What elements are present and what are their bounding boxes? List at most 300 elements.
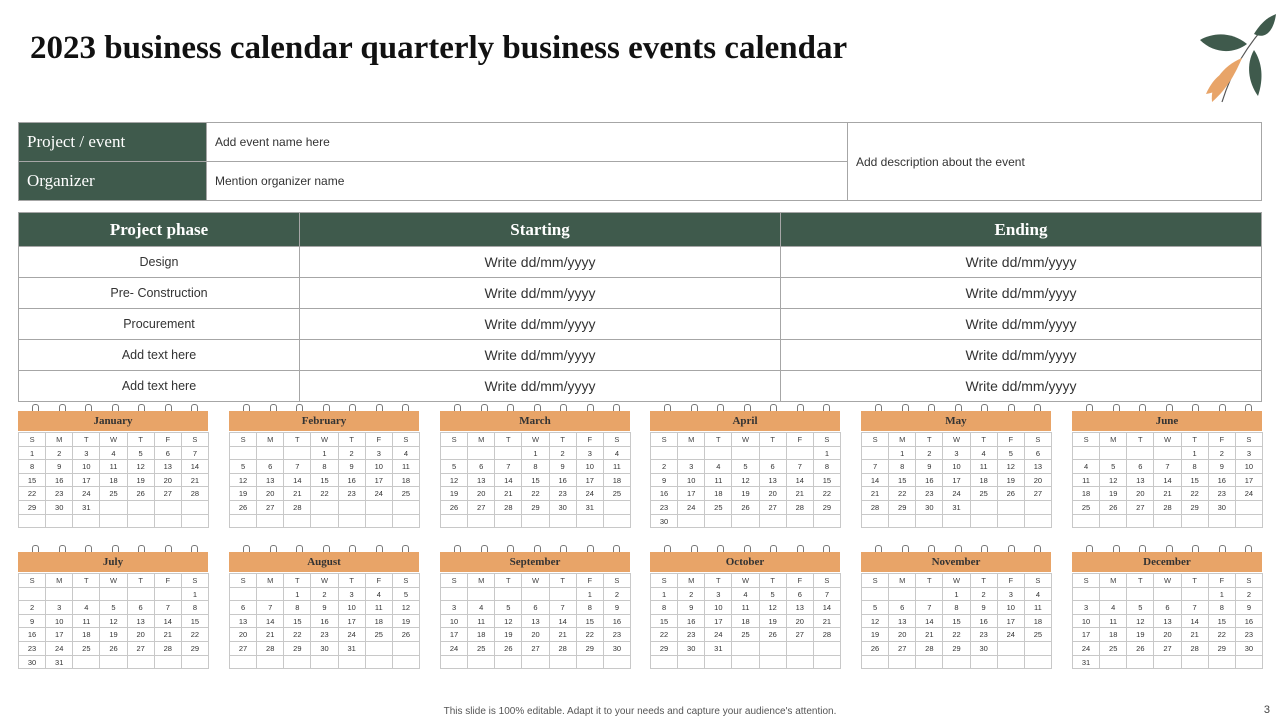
day-cell[interactable] (522, 656, 549, 670)
day-cell[interactable]: 14 (814, 601, 841, 615)
day-cell[interactable]: 22 (311, 487, 338, 501)
day-cell[interactable]: 5 (100, 601, 127, 615)
end-date-cell[interactable]: Write dd/mm/yyyy (781, 340, 1262, 371)
day-cell[interactable]: 5 (1127, 601, 1154, 615)
day-cell[interactable]: 17 (73, 474, 100, 488)
day-cell[interactable] (1154, 515, 1181, 529)
day-cell[interactable]: 16 (1236, 615, 1263, 629)
day-cell[interactable] (1127, 588, 1154, 602)
day-cell[interactable] (678, 447, 705, 461)
day-cell[interactable]: 27 (1154, 642, 1181, 656)
day-cell[interactable]: 21 (495, 487, 522, 501)
day-cell[interactable]: 18 (1073, 487, 1100, 501)
day-cell[interactable]: 1 (182, 588, 209, 602)
day-cell[interactable] (182, 656, 209, 670)
day-cell[interactable]: 29 (943, 642, 970, 656)
day-cell[interactable] (971, 656, 998, 670)
day-cell[interactable]: 22 (1209, 628, 1236, 642)
day-cell[interactable]: 15 (1209, 615, 1236, 629)
day-cell[interactable]: 7 (916, 601, 943, 615)
day-cell[interactable]: 18 (971, 474, 998, 488)
day-cell[interactable] (814, 656, 841, 670)
day-cell[interactable]: 22 (889, 487, 916, 501)
day-cell[interactable]: 24 (1236, 487, 1263, 501)
day-cell[interactable]: 7 (1154, 460, 1181, 474)
day-cell[interactable]: 28 (787, 501, 814, 515)
day-cell[interactable]: 9 (971, 601, 998, 615)
day-cell[interactable]: 6 (760, 460, 787, 474)
day-cell[interactable] (182, 501, 209, 515)
day-cell[interactable]: 30 (46, 501, 73, 515)
day-cell[interactable]: 7 (862, 460, 889, 474)
day-cell[interactable] (522, 588, 549, 602)
day-cell[interactable]: 19 (1127, 628, 1154, 642)
day-cell[interactable]: 15 (182, 615, 209, 629)
day-cell[interactable]: 7 (814, 588, 841, 602)
day-cell[interactable]: 6 (522, 601, 549, 615)
day-cell[interactable]: 13 (155, 460, 182, 474)
day-cell[interactable]: 8 (19, 460, 46, 474)
day-cell[interactable]: 22 (651, 628, 678, 642)
day-cell[interactable] (257, 656, 284, 670)
day-cell[interactable]: 26 (230, 501, 257, 515)
day-cell[interactable]: 4 (1025, 588, 1052, 602)
day-cell[interactable] (550, 656, 577, 670)
day-cell[interactable] (284, 656, 311, 670)
day-cell[interactable]: 29 (651, 642, 678, 656)
day-cell[interactable]: 12 (760, 601, 787, 615)
day-cell[interactable]: 21 (284, 487, 311, 501)
day-cell[interactable] (732, 656, 759, 670)
day-cell[interactable]: 3 (943, 447, 970, 461)
day-cell[interactable] (916, 656, 943, 670)
day-cell[interactable] (889, 588, 916, 602)
day-cell[interactable]: 7 (495, 460, 522, 474)
day-cell[interactable] (1127, 656, 1154, 670)
day-cell[interactable]: 13 (760, 474, 787, 488)
day-cell[interactable]: 19 (998, 474, 1025, 488)
day-cell[interactable]: 24 (577, 487, 604, 501)
day-cell[interactable]: 11 (705, 474, 732, 488)
day-cell[interactable]: 2 (971, 588, 998, 602)
day-cell[interactable] (916, 588, 943, 602)
day-cell[interactable]: 9 (550, 460, 577, 474)
day-cell[interactable]: 27 (230, 642, 257, 656)
day-cell[interactable]: 8 (311, 460, 338, 474)
day-cell[interactable]: 13 (1154, 615, 1181, 629)
day-cell[interactable]: 12 (1100, 474, 1127, 488)
day-cell[interactable] (393, 515, 420, 529)
day-cell[interactable]: 25 (468, 642, 495, 656)
day-cell[interactable]: 14 (495, 474, 522, 488)
day-cell[interactable]: 21 (862, 487, 889, 501)
day-cell[interactable]: 28 (495, 501, 522, 515)
day-cell[interactable]: 14 (916, 615, 943, 629)
day-cell[interactable]: 23 (339, 487, 366, 501)
day-cell[interactable]: 13 (230, 615, 257, 629)
day-cell[interactable]: 13 (787, 601, 814, 615)
day-cell[interactable] (760, 447, 787, 461)
day-cell[interactable] (468, 656, 495, 670)
day-cell[interactable]: 23 (19, 642, 46, 656)
day-cell[interactable]: 14 (284, 474, 311, 488)
day-cell[interactable]: 25 (971, 487, 998, 501)
day-cell[interactable] (732, 642, 759, 656)
day-cell[interactable]: 19 (1100, 487, 1127, 501)
day-cell[interactable]: 30 (1209, 501, 1236, 515)
start-date-cell[interactable]: Write dd/mm/yyyy (300, 278, 781, 309)
day-cell[interactable] (46, 515, 73, 529)
day-cell[interactable]: 31 (577, 501, 604, 515)
day-cell[interactable]: 19 (128, 474, 155, 488)
day-cell[interactable]: 14 (182, 460, 209, 474)
day-cell[interactable]: 16 (651, 487, 678, 501)
day-cell[interactable]: 14 (862, 474, 889, 488)
day-cell[interactable]: 27 (1127, 501, 1154, 515)
day-cell[interactable] (468, 447, 495, 461)
day-cell[interactable] (100, 656, 127, 670)
day-cell[interactable]: 30 (19, 656, 46, 670)
day-cell[interactable]: 27 (257, 501, 284, 515)
day-cell[interactable]: 21 (257, 628, 284, 642)
day-cell[interactable]: 3 (998, 588, 1025, 602)
day-cell[interactable] (155, 501, 182, 515)
day-cell[interactable] (339, 656, 366, 670)
phase-cell[interactable]: Procurement (19, 309, 300, 340)
day-cell[interactable]: 3 (577, 447, 604, 461)
day-cell[interactable]: 29 (182, 642, 209, 656)
day-cell[interactable]: 18 (393, 474, 420, 488)
day-cell[interactable] (787, 515, 814, 529)
day-cell[interactable]: 6 (889, 601, 916, 615)
day-cell[interactable]: 7 (182, 447, 209, 461)
day-cell[interactable] (46, 588, 73, 602)
day-cell[interactable]: 26 (441, 501, 468, 515)
day-cell[interactable]: 16 (339, 474, 366, 488)
day-cell[interactable]: 17 (1073, 628, 1100, 642)
day-cell[interactable]: 4 (393, 447, 420, 461)
day-cell[interactable] (284, 515, 311, 529)
day-cell[interactable]: 6 (230, 601, 257, 615)
day-cell[interactable]: 18 (705, 487, 732, 501)
day-cell[interactable] (1127, 447, 1154, 461)
day-cell[interactable]: 11 (971, 460, 998, 474)
day-cell[interactable] (1025, 642, 1052, 656)
day-cell[interactable] (1236, 515, 1263, 529)
day-cell[interactable]: 10 (441, 615, 468, 629)
day-cell[interactable] (230, 656, 257, 670)
day-cell[interactable]: 14 (1182, 615, 1209, 629)
day-cell[interactable]: 18 (100, 474, 127, 488)
day-cell[interactable]: 4 (1073, 460, 1100, 474)
day-cell[interactable]: 25 (604, 487, 631, 501)
day-cell[interactable]: 18 (366, 615, 393, 629)
day-cell[interactable]: 1 (814, 447, 841, 461)
day-cell[interactable] (651, 656, 678, 670)
day-cell[interactable]: 28 (182, 487, 209, 501)
day-cell[interactable]: 24 (705, 628, 732, 642)
day-cell[interactable]: 23 (651, 501, 678, 515)
day-cell[interactable]: 23 (971, 628, 998, 642)
day-cell[interactable]: 6 (787, 588, 814, 602)
start-date-cell[interactable]: Write dd/mm/yyyy (300, 371, 781, 402)
day-cell[interactable] (732, 515, 759, 529)
day-cell[interactable]: 31 (46, 656, 73, 670)
day-cell[interactable] (577, 656, 604, 670)
day-cell[interactable]: 15 (814, 474, 841, 488)
day-cell[interactable] (311, 656, 338, 670)
day-cell[interactable] (495, 515, 522, 529)
day-cell[interactable]: 27 (1025, 487, 1052, 501)
day-cell[interactable]: 21 (155, 628, 182, 642)
day-cell[interactable]: 18 (73, 628, 100, 642)
day-cell[interactable]: 23 (678, 628, 705, 642)
day-cell[interactable]: 15 (19, 474, 46, 488)
day-cell[interactable]: 30 (971, 642, 998, 656)
day-cell[interactable]: 30 (550, 501, 577, 515)
day-cell[interactable]: 23 (550, 487, 577, 501)
day-cell[interactable]: 15 (522, 474, 549, 488)
day-cell[interactable] (230, 447, 257, 461)
day-cell[interactable]: 31 (1073, 656, 1100, 670)
day-cell[interactable]: 3 (1236, 447, 1263, 461)
day-cell[interactable]: 3 (73, 447, 100, 461)
day-cell[interactable]: 14 (1154, 474, 1181, 488)
day-cell[interactable]: 22 (1182, 487, 1209, 501)
phase-cell[interactable]: Add text here (19, 371, 300, 402)
day-cell[interactable] (1073, 588, 1100, 602)
day-cell[interactable] (1100, 656, 1127, 670)
day-cell[interactable]: 30 (678, 642, 705, 656)
day-cell[interactable]: 28 (814, 628, 841, 642)
day-cell[interactable]: 2 (651, 460, 678, 474)
day-cell[interactable]: 8 (651, 601, 678, 615)
day-cell[interactable]: 5 (128, 447, 155, 461)
day-cell[interactable]: 8 (1182, 460, 1209, 474)
day-cell[interactable] (495, 588, 522, 602)
day-cell[interactable]: 4 (100, 447, 127, 461)
day-cell[interactable]: 4 (732, 588, 759, 602)
day-cell[interactable]: 20 (230, 628, 257, 642)
day-cell[interactable]: 22 (577, 628, 604, 642)
day-cell[interactable]: 15 (889, 474, 916, 488)
day-cell[interactable]: 31 (339, 642, 366, 656)
day-cell[interactable]: 23 (604, 628, 631, 642)
day-cell[interactable]: 1 (651, 588, 678, 602)
end-date-cell[interactable]: Write dd/mm/yyyy (781, 278, 1262, 309)
day-cell[interactable] (128, 588, 155, 602)
day-cell[interactable]: 21 (1182, 628, 1209, 642)
day-cell[interactable]: 3 (1073, 601, 1100, 615)
day-cell[interactable] (1154, 656, 1181, 670)
day-cell[interactable]: 12 (862, 615, 889, 629)
day-cell[interactable] (577, 515, 604, 529)
day-cell[interactable]: 27 (760, 501, 787, 515)
day-cell[interactable]: 17 (678, 487, 705, 501)
day-cell[interactable] (1100, 515, 1127, 529)
day-cell[interactable] (495, 447, 522, 461)
day-cell[interactable]: 7 (1182, 601, 1209, 615)
day-cell[interactable] (441, 656, 468, 670)
day-cell[interactable]: 10 (339, 601, 366, 615)
day-cell[interactable]: 2 (339, 447, 366, 461)
day-cell[interactable] (230, 588, 257, 602)
day-cell[interactable]: 12 (393, 601, 420, 615)
day-cell[interactable]: 7 (155, 601, 182, 615)
day-cell[interactable]: 29 (19, 501, 46, 515)
day-cell[interactable]: 5 (495, 601, 522, 615)
day-cell[interactable] (943, 656, 970, 670)
day-cell[interactable] (760, 515, 787, 529)
day-cell[interactable]: 26 (393, 628, 420, 642)
day-cell[interactable] (1127, 515, 1154, 529)
day-cell[interactable]: 6 (1025, 447, 1052, 461)
day-cell[interactable] (1209, 656, 1236, 670)
day-cell[interactable]: 5 (862, 601, 889, 615)
day-cell[interactable]: 24 (678, 501, 705, 515)
day-cell[interactable] (814, 515, 841, 529)
day-cell[interactable]: 4 (604, 447, 631, 461)
day-cell[interactable]: 29 (814, 501, 841, 515)
day-cell[interactable] (19, 515, 46, 529)
day-cell[interactable]: 6 (1127, 460, 1154, 474)
day-cell[interactable] (155, 515, 182, 529)
day-cell[interactable]: 25 (1100, 642, 1127, 656)
phase-cell[interactable]: Design (19, 247, 300, 278)
day-cell[interactable]: 6 (468, 460, 495, 474)
organizer-name-field[interactable]: Mention organizer name (207, 162, 848, 201)
day-cell[interactable]: 20 (760, 487, 787, 501)
day-cell[interactable]: 14 (550, 615, 577, 629)
day-cell[interactable] (998, 656, 1025, 670)
day-cell[interactable]: 18 (732, 615, 759, 629)
day-cell[interactable] (100, 515, 127, 529)
day-cell[interactable]: 15 (943, 615, 970, 629)
day-cell[interactable]: 1 (522, 447, 549, 461)
day-cell[interactable]: 30 (651, 515, 678, 529)
day-cell[interactable]: 13 (257, 474, 284, 488)
day-cell[interactable]: 1 (577, 588, 604, 602)
event-description-field[interactable]: Add description about the event (848, 123, 1262, 201)
day-cell[interactable] (787, 447, 814, 461)
day-cell[interactable] (257, 515, 284, 529)
day-cell[interactable]: 9 (311, 601, 338, 615)
day-cell[interactable]: 28 (916, 642, 943, 656)
day-cell[interactable]: 24 (441, 642, 468, 656)
day-cell[interactable]: 12 (732, 474, 759, 488)
day-cell[interactable] (1073, 447, 1100, 461)
day-cell[interactable] (862, 656, 889, 670)
end-date-cell[interactable]: Write dd/mm/yyyy (781, 309, 1262, 340)
day-cell[interactable]: 23 (916, 487, 943, 501)
day-cell[interactable]: 2 (604, 588, 631, 602)
day-cell[interactable] (366, 501, 393, 515)
day-cell[interactable]: 23 (1236, 628, 1263, 642)
start-date-cell[interactable]: Write dd/mm/yyyy (300, 340, 781, 371)
day-cell[interactable] (1154, 447, 1181, 461)
day-cell[interactable]: 16 (311, 615, 338, 629)
day-cell[interactable]: 11 (1073, 474, 1100, 488)
day-cell[interactable]: 20 (1127, 487, 1154, 501)
day-cell[interactable]: 26 (1127, 642, 1154, 656)
day-cell[interactable]: 21 (550, 628, 577, 642)
day-cell[interactable]: 16 (971, 615, 998, 629)
day-cell[interactable]: 22 (284, 628, 311, 642)
day-cell[interactable]: 9 (604, 601, 631, 615)
day-cell[interactable]: 8 (284, 601, 311, 615)
day-cell[interactable]: 27 (468, 501, 495, 515)
day-cell[interactable]: 24 (943, 487, 970, 501)
day-cell[interactable]: 17 (366, 474, 393, 488)
day-cell[interactable] (862, 447, 889, 461)
day-cell[interactable]: 16 (46, 474, 73, 488)
day-cell[interactable] (257, 447, 284, 461)
day-cell[interactable] (100, 588, 127, 602)
day-cell[interactable]: 21 (182, 474, 209, 488)
day-cell[interactable]: 10 (998, 601, 1025, 615)
day-cell[interactable]: 15 (577, 615, 604, 629)
day-cell[interactable]: 10 (705, 601, 732, 615)
day-cell[interactable]: 18 (1025, 615, 1052, 629)
day-cell[interactable] (943, 515, 970, 529)
day-cell[interactable] (760, 642, 787, 656)
day-cell[interactable]: 3 (441, 601, 468, 615)
day-cell[interactable] (916, 515, 943, 529)
day-cell[interactable]: 17 (441, 628, 468, 642)
day-cell[interactable] (1154, 588, 1181, 602)
phase-cell[interactable]: Add text here (19, 340, 300, 371)
day-cell[interactable]: 9 (46, 460, 73, 474)
day-cell[interactable]: 11 (468, 615, 495, 629)
day-cell[interactable]: 29 (889, 501, 916, 515)
day-cell[interactable] (128, 515, 155, 529)
day-cell[interactable] (705, 447, 732, 461)
day-cell[interactable]: 10 (46, 615, 73, 629)
day-cell[interactable]: 1 (19, 447, 46, 461)
day-cell[interactable]: 9 (19, 615, 46, 629)
day-cell[interactable]: 21 (787, 487, 814, 501)
day-cell[interactable] (1236, 501, 1263, 515)
day-cell[interactable]: 29 (1209, 642, 1236, 656)
day-cell[interactable]: 29 (577, 642, 604, 656)
day-cell[interactable]: 28 (155, 642, 182, 656)
day-cell[interactable]: 2 (550, 447, 577, 461)
day-cell[interactable]: 9 (916, 460, 943, 474)
day-cell[interactable]: 9 (651, 474, 678, 488)
day-cell[interactable] (1025, 656, 1052, 670)
day-cell[interactable]: 20 (522, 628, 549, 642)
day-cell[interactable]: 23 (46, 487, 73, 501)
day-cell[interactable] (862, 588, 889, 602)
day-cell[interactable]: 9 (678, 601, 705, 615)
day-cell[interactable]: 22 (943, 628, 970, 642)
day-cell[interactable] (311, 515, 338, 529)
day-cell[interactable] (787, 642, 814, 656)
day-cell[interactable]: 28 (550, 642, 577, 656)
day-cell[interactable] (604, 656, 631, 670)
day-cell[interactable]: 1 (1209, 588, 1236, 602)
day-cell[interactable] (998, 642, 1025, 656)
day-cell[interactable] (1025, 515, 1052, 529)
day-cell[interactable]: 7 (787, 460, 814, 474)
day-cell[interactable]: 2 (1209, 447, 1236, 461)
day-cell[interactable]: 8 (182, 601, 209, 615)
day-cell[interactable]: 18 (468, 628, 495, 642)
day-cell[interactable]: 25 (100, 487, 127, 501)
day-cell[interactable]: 13 (889, 615, 916, 629)
day-cell[interactable]: 18 (604, 474, 631, 488)
day-cell[interactable] (19, 588, 46, 602)
